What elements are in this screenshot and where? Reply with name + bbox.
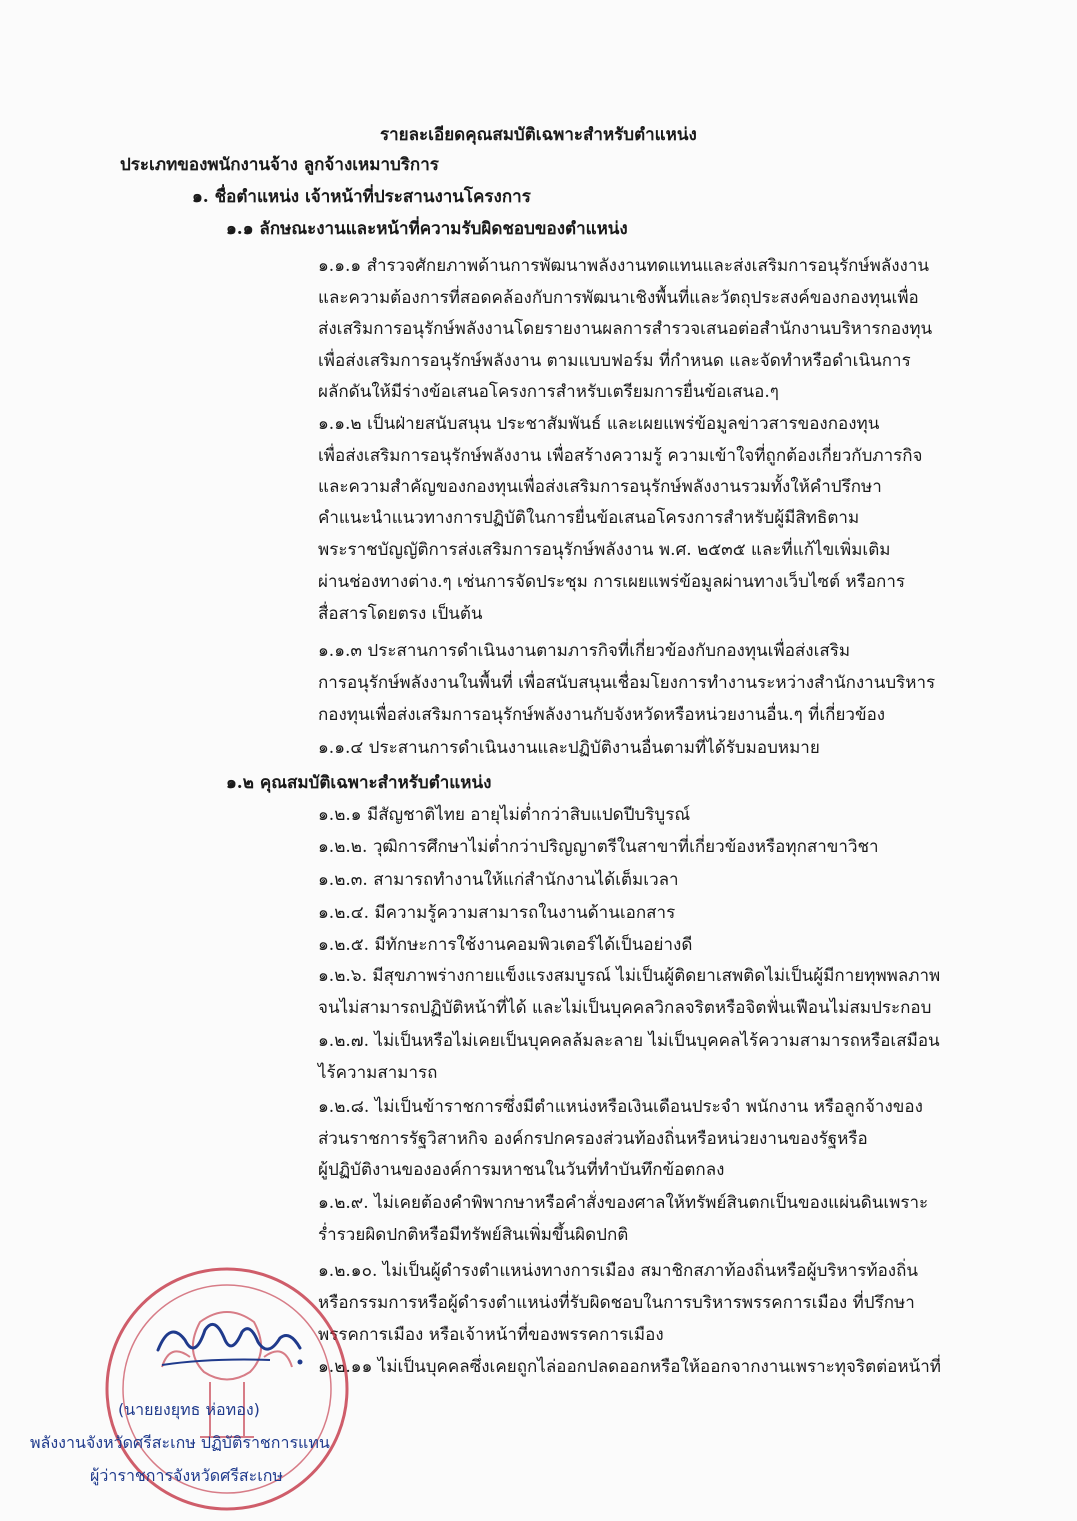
duty-line: การอนุรักษ์พลังงานในพื้นที่ เพื่อสนับสนุนเชื่อมโยงการทำงานระหว่างสำนักงานบริหาร bbox=[318, 673, 936, 693]
qualification-line: พรรคการเมือง หรือเจ้าหน้าที่ของพรรคการเมือง bbox=[318, 1325, 664, 1345]
qualification-line: ผู้ปฏิบัติงานขององค์การมหาชนในวันที่ทำบันทึกข้อตกลง bbox=[318, 1160, 725, 1180]
qualification-line: ส่วนราชการรัฐวิสาหกิจ องค์กรปกครองส่วนท้องถิ่นหรือหน่วยงานของรัฐหรือ bbox=[318, 1129, 868, 1149]
duty-line: กองทุนเพื่อส่งเสริมการอนุรักษ์พลังงานกับจังหวัดหรือหน่วยงานอื่น.ๆ ที่เกี่ยวข้อง bbox=[318, 705, 886, 725]
duty-line: พระราชบัญญัติการส่งเสริมการอนุรักษ์พลังงาน พ.ศ. ๒๕๓๕ และที่แก้ไขเพิ่มเติม bbox=[318, 540, 891, 560]
qualification-line: ร่ำรวยผิดปกติหรือมีทรัพย์สินเพิ่มขึ้นผิดปกติ bbox=[318, 1225, 629, 1245]
duty-line: ๑.๑.๒ เป็นฝ่ายสนับสนุน ประชาสัมพันธ์ และเผยแพร่ข้อมูลข่าวสารของกองทุน bbox=[318, 414, 880, 434]
duty-line: ๑.๑.๔ ประสานการดำเนินงานและปฏิบัติงานอื่นตามที่ได้รับมอบหมาย bbox=[318, 738, 820, 758]
section-heading-qualifications: ๑.๒ คุณสมบัติเฉพาะสำหรับตำแหน่ง bbox=[226, 773, 492, 793]
duty-line: และความสำคัญของกองทุนเพื่อส่งเสริมการอนุรักษ์พลังงานรวมทั้งให้คำปรึกษา bbox=[318, 477, 882, 497]
duty-line: เพื่อส่งเสริมการอนุรักษ์พลังงาน เพื่อสร้างความรู้ ความเข้าใจที่ถูกต้องเกี่ยวกับภารกิจ bbox=[318, 446, 923, 466]
employee-type: ประเภทของพนักงานจ้าง ลูกจ้างเหมาบริการ bbox=[120, 155, 439, 175]
qualification-line: ๑.๒.๖. มีสุขภาพร่างกายแข็งแรงสมบูรณ์ ไม่เป็นผู้ติดยาเสพติดไม่เป็นผู้มีกายทุพพลภาพ bbox=[318, 966, 941, 986]
qualification-line: ๑.๒.๗. ไม่เป็นหรือไม่เคยเป็นบุคคลล้มละลาย ไม่เป็นบุคคลไร้ความสามารถหรือเสมือน bbox=[318, 1031, 940, 1051]
duty-line: เพื่อส่งเสริมการอนุรักษ์พลังงาน ตามแบบฟอร์ม ที่กำหนด และจัดทำหรือดำเนินการ bbox=[318, 351, 911, 371]
qualification-line: ๑.๒.๑๐. ไม่เป็นผู้ดำรงตำแหน่งทางการเมือง สมาชิกสภาท้องถิ่นหรือผู้บริหารท้องถิ่น bbox=[318, 1261, 919, 1281]
signatory-role-secondary: ผู้ว่าราชการจังหวัดศรีสะเกษ bbox=[90, 1466, 283, 1485]
qualification-line: ไร้ความสามารถ bbox=[318, 1063, 438, 1083]
section-heading-duties: ๑.๑ ลักษณะงานและหน้าที่ความรับผิดชอบของตำแหน่ง bbox=[226, 219, 628, 239]
qualification-line: ๑.๒.๔. มีความรู้ความสามารถในงานด้านเอกสาร bbox=[318, 903, 676, 923]
qualification-line: ๑.๒.๑ มีสัญชาติไทย อายุไม่ต่ำกว่าสิบแปดปีบริบูรณ์ bbox=[318, 805, 691, 825]
qualification-line: หรือกรรมการหรือผู้ดำรงตำแหน่งที่รับผิดชอบในการบริหารพรรคการเมือง ที่ปรึกษา bbox=[318, 1293, 915, 1313]
signatory-role: พลังงานจังหวัดศรีสะเกษ ปฏิบัติราชการแทน bbox=[30, 1433, 330, 1452]
duty-line: ๑.๑.๓ ประสานการดำเนินงานตามภารกิจที่เกี่ยวข้องกับกองทุนเพื่อส่งเสริม bbox=[318, 641, 851, 661]
position-name: ๑. ชื่อตำแหน่ง เจ้าหน้าที่ประสานงานโครงการ bbox=[192, 187, 531, 207]
qualification-line: ๑.๒.๘. ไม่เป็นข้าราชการซึ่งมีตำแหน่งหรือเงินเดือนประจำ พนักงาน หรือลูกจ้างของ bbox=[318, 1097, 923, 1117]
duty-line: ผ่านช่องทางต่าง.ๆ เช่นการจัดประชุม การเผยแพร่ข้อมูลผ่านทางเว็บไซต์ หรือการ bbox=[318, 572, 906, 592]
signature-scribble bbox=[150, 1310, 310, 1385]
qualification-line: ๑.๒.๑๑ ไม่เป็นบุคคลซึ่งเคยถูกไล่ออกปลดออกหรือให้ออกจากงานเพราะทุจริตต่อหน้าที่ bbox=[318, 1357, 941, 1377]
qualification-line: ๑.๒.๙. ไม่เคยต้องคำพิพากษาหรือคำสั่งของศาลให้ทรัพย์สินตกเป็นของแผ่นดินเพราะ bbox=[318, 1193, 929, 1213]
duty-line: และความต้องการที่สอดคล้องกับการพัฒนาเชิงพื้นที่และวัตถุประสงค์ของกองทุนเพื่อ bbox=[318, 288, 919, 308]
qualification-line: ๑.๒.๓. สามารถทำงานให้แก่สำนักงานได้เต็มเวลา bbox=[318, 870, 679, 890]
signatory-name: (นายยงยุทธ ห่อทอง) bbox=[118, 1400, 260, 1419]
qualification-line: จนไม่สามารถปฏิบัติหน้าที่ได้ และไม่เป็นบุคคลวิกลจริตหรือจิตฟั่นเฟือนไม่สมประกอบ bbox=[318, 998, 932, 1018]
duty-line: ๑.๑.๑ สำรวจศักยภาพด้านการพัฒนาพลังงานทดแทนและส่งเสริมการอนุรักษ์พลังงาน bbox=[318, 256, 930, 276]
duty-line: สื่อสารโดยตรง เป็นต้น bbox=[318, 604, 483, 624]
qualification-line: ๑.๒.๕. มีทักษะการใช้งานคอมพิวเตอร์ได้เป็นอย่างดี bbox=[318, 935, 693, 955]
duty-line: คำแนะนำแนวทางการปฏิบัติในการยื่นข้อเสนอโครงการสำหรับผู้มีสิทธิตาม bbox=[318, 508, 860, 528]
qualification-line: ๑.๒.๒. วุฒิการศึกษาไม่ต่ำกว่าปริญญาตรีในสาขาที่เกี่ยวข้องหรือทุกสาขาวิชา bbox=[318, 837, 879, 857]
duty-line: ส่งเสริมการอนุรักษ์พลังงานโดยรายงานผลการสำรวจเสนอต่อสำนักงานบริหารกองทุน bbox=[318, 319, 933, 339]
duty-line: ผลักดันให้มีร่างข้อเสนอโครงการสำหรับเตรียมการยื่นข้อเสนอ.ๆ bbox=[318, 382, 779, 402]
document-title: รายละเอียดคุณสมบัติเฉพาะสำหรับตำแหน่ง bbox=[380, 125, 697, 145]
